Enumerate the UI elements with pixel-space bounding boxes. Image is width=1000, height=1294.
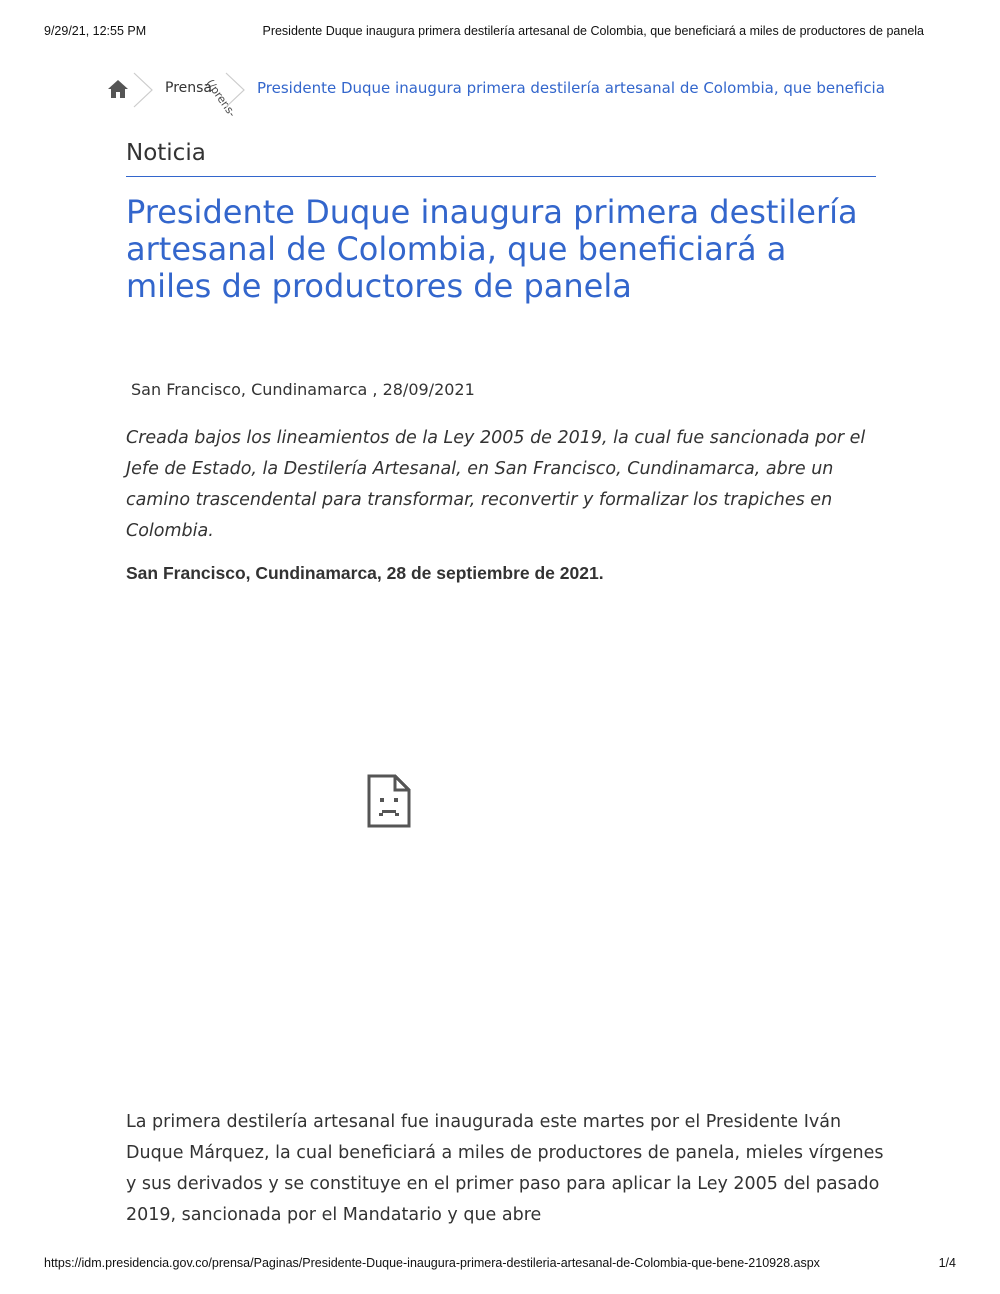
breadcrumb-current[interactable]: Presidente Duque inaugura primera destilería artesanal de Colombia, que beneficia — [257, 79, 885, 97]
print-datetime: 9/29/21, 12:55 PM — [44, 24, 147, 38]
print-header — [44, 24, 924, 38]
article-body: La primera destilería artesanal fue inaugurada este martes por el Presidente Iván Duque Márquez, la cual beneficiará a miles de productores de panela, mieles vírgenes y sus derivados y se constituye en el primer paso para aplicar la Ley 2005 del pasado 2019, sancionada por el Mandatario y que abre — [126, 1112, 884, 1225]
article-meta: San Francisco, Cundinamarca , 28/09/2021 — [131, 380, 475, 399]
breadcrumb-leaked-href: (/prens- — [203, 77, 239, 120]
home-icon[interactable] — [106, 77, 130, 101]
breadcrumb — [106, 72, 906, 120]
print-url: https://idm.presidencia.gov.co/prensa/Paginas/Presidente-Duque-inaugura-primera-destileria-artesanal-de-Colombia-que-bene-210928.aspx — [44, 1256, 820, 1270]
print-page-title: Presidente Duque inaugura primera destilería artesanal de Colombia, que beneficiará a miles de productores de panela — [262, 24, 924, 38]
section-label: Noticia — [126, 140, 206, 166]
broken-image-icon — [367, 774, 411, 828]
chevron-right-icon — [132, 72, 154, 108]
section-divider — [126, 176, 876, 177]
print-footer — [44, 1256, 956, 1270]
article-dateline: San Francisco, Cundinamarca, 28 de septiembre de 2021. — [126, 563, 604, 583]
article-title: Presidente Duque inaugura primera destilería artesanal de Colombia, que beneficiará a miles de productores de panela — [126, 193, 858, 305]
article-lead: Creada bajos los lineamientos de la Ley 2005 de 2019, la cual fue sancionada por el Jefe de Estado, la Destilería Artesanal, en San Francisco, Cundinamarca, abre un camino trascendental para transformar, reconvertir y formalizar los trapiches en Colombia. — [126, 428, 866, 541]
print-page-number: 1/4 — [938, 1256, 956, 1270]
chevron-right-icon — [224, 72, 246, 108]
breadcrumb-link-prensa[interactable]: Prensa — [165, 80, 213, 96]
